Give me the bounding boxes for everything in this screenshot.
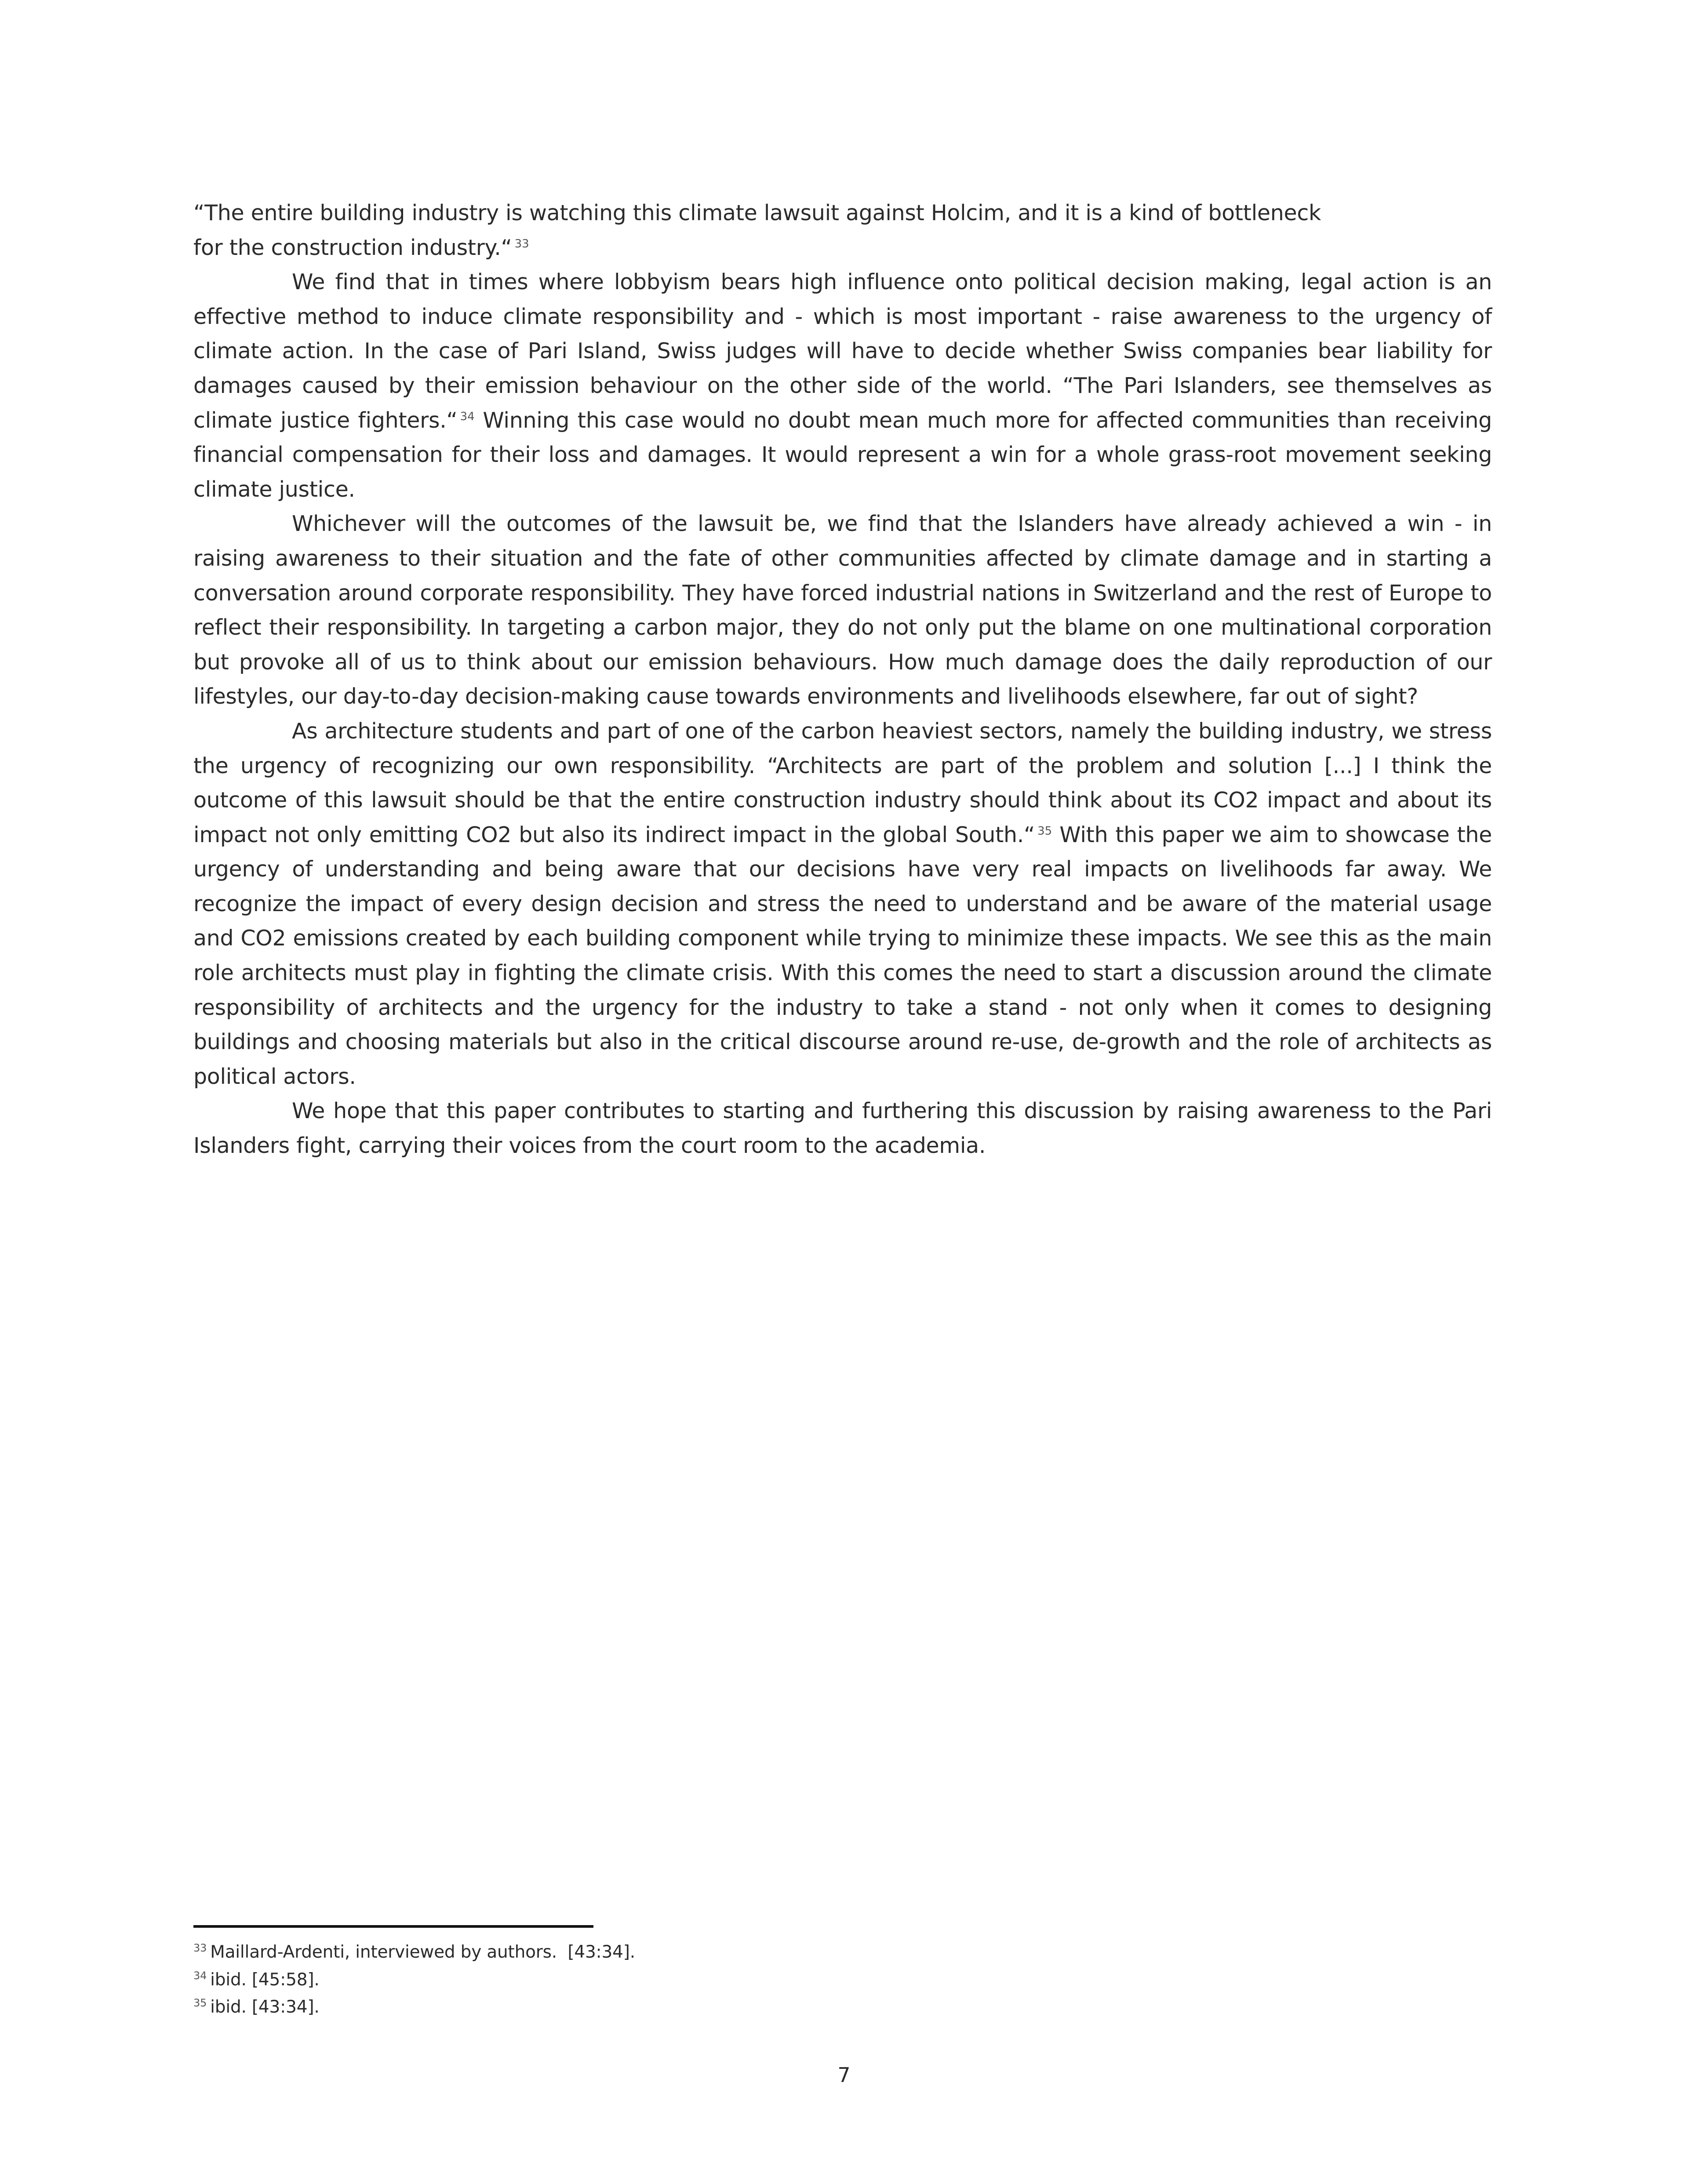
quote-line-1: “The entire building industry is watching this climate lawsuit against Holcim, and it is a kind of bottleneck bbox=[193, 200, 1321, 225]
footnotes bbox=[193, 1939, 1073, 2021]
page-number: 7 bbox=[837, 2063, 851, 2087]
footnote-item bbox=[193, 1939, 1073, 1966]
footnote-ref-35: 35 bbox=[1037, 824, 1052, 838]
footnote-number: 33 bbox=[193, 1942, 207, 1954]
footnote-number: 34 bbox=[193, 1969, 207, 1982]
paragraph-3 bbox=[193, 714, 1492, 1094]
paragraph-1 bbox=[193, 265, 1492, 507]
quote-line-2 bbox=[193, 231, 1492, 265]
paragraph-4: We hope that this paper contributes to starting and furthering this discussion by raising awareness to the Pari Islanders fight, carrying their voices from the court room to the academia. bbox=[193, 1098, 1492, 1159]
footnote-item bbox=[193, 1994, 1073, 2021]
footnote-text: ibid. [45:58]. bbox=[210, 1970, 320, 1990]
paragraph-3-text-b: With this paper we aim to showcase the urgency of understanding and being aware that our decisions have very real impacts on livelihoods far away. We recognize the impact of every design decision and stress the need to understand and be aware of the material usage and CO2 emissions created by each building component while trying to minimize these impacts. We see this as the main role architects must play in fighting the climate crisis. With this comes the need to start a discussion around the climate responsibility of architects and the urgency for the industry to take a stand - not only when it comes to designing buildings and choosing materials but also in the critical discourse around re-use, de-growth and the role of architects as political actors. bbox=[193, 822, 1492, 1089]
footnote-ref-34: 34 bbox=[460, 410, 475, 423]
footnote-divider bbox=[193, 1925, 593, 1928]
footnote-ref-33: 33 bbox=[514, 237, 529, 251]
footnote-item bbox=[193, 1966, 1073, 1994]
footnote-number: 35 bbox=[193, 1997, 207, 2009]
footnote-text: ibid. [43:34]. bbox=[210, 1997, 320, 2017]
footnote-text: Maillard-Ardenti, interviewed by authors. [43:34]. bbox=[210, 1942, 635, 1962]
body-text bbox=[193, 196, 1492, 1163]
opening-quote bbox=[193, 196, 1492, 265]
quote-line-2-text: for the construction industry.“ bbox=[193, 235, 512, 260]
paragraph-2: Whichever will the outcomes of the lawsuit be, we find that the Islanders have already achieved a win - in raising awareness to their situation and the fate of other communities affected by climate damage and in starting a conversation around corporate responsibility. They have forced industrial nations in Switzerland and the rest of Europe to reflect their responsibility. In targeting a carbon major, they do not only put the blame on one multinational corporation but provoke all of us to think about our emission behaviours. How much damage does the daily reproduction of our lifestyles, our day-to-day decision-making cause towards environments and livelihoods elsewhere, far out of sight? bbox=[193, 511, 1492, 709]
paragraph-3-text-a: As architecture students and part of one of the carbon heaviest sectors, namely the building industry, we stress the urgency of recognizing our own responsibility. “Architects are part of the problem and solution [...] I think the outcome of this lawsuit should be that the entire construction industry should think about its CO2 impact and about its impact not only emitting CO2 but also its indirect impact in the global South.“ bbox=[193, 718, 1492, 847]
paragraph-1-text-b: Winning this case would no doubt mean much more for affected communities than receiving financial compensation for their loss and damages. It would represent a win for a whole grass-root movement seeking climate justice. bbox=[193, 407, 1492, 502]
paragraph-1-text-a: We find that in times where lobbyism bears high influence onto political decision making, legal action is an effective method to induce climate responsibility and - which is most important - raise awareness to the urgency of climate action. In the case of Pari Island, Swiss judges will have to decide whether Swiss companies bear liability for damages caused by their emission behaviour on the other side of the world. “The Pari Islanders, see themselves as climate justice fighters.“ bbox=[193, 269, 1492, 433]
